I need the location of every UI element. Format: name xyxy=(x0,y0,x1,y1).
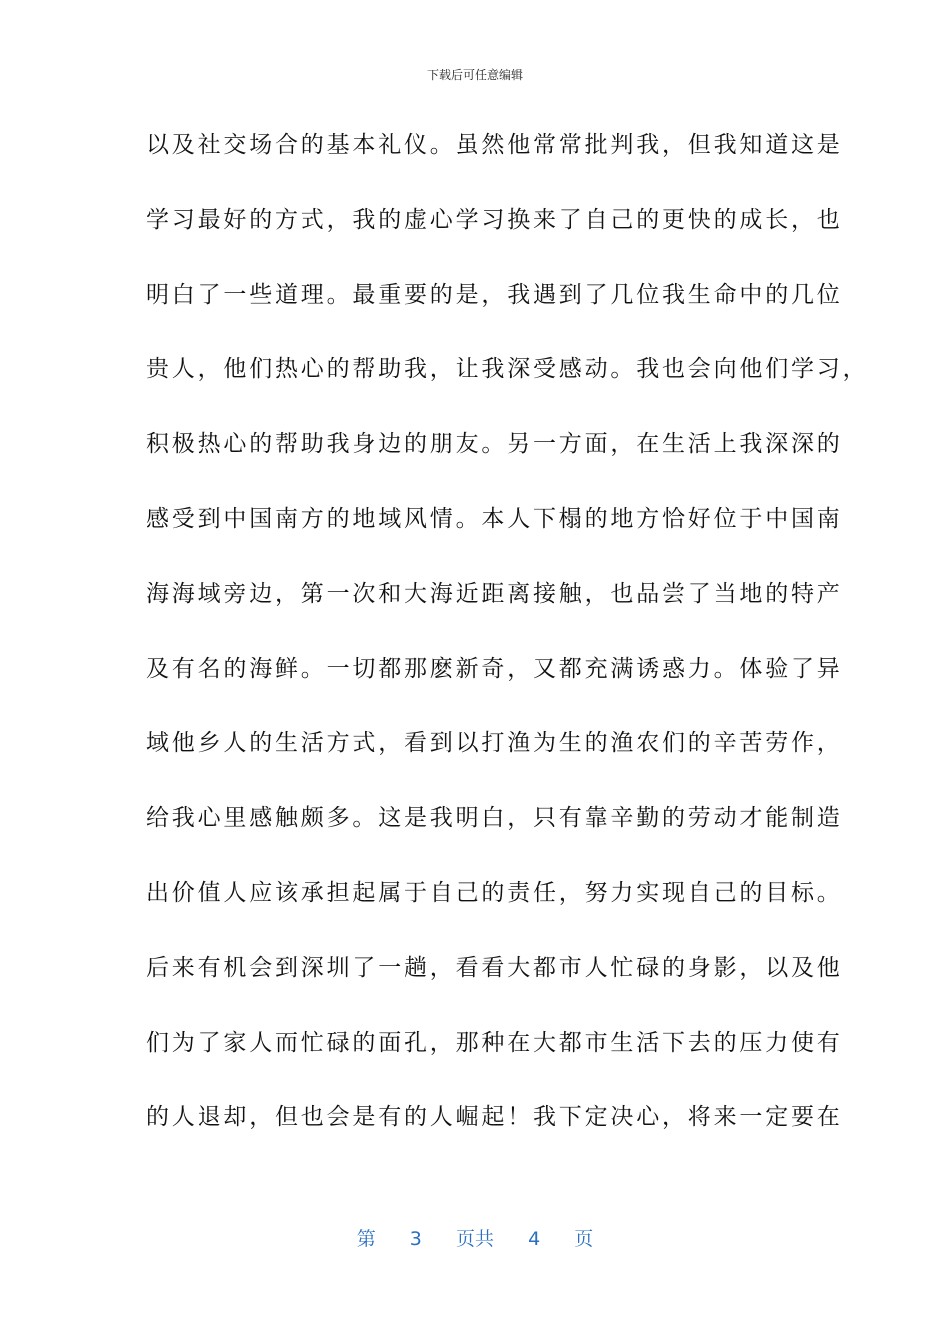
text-line-2: 学习最好的方式，我的虚心学习换来了自己的更快的成长，也 xyxy=(146,206,843,233)
text-line-8: 及有名的海鲜。一切都那麽新奇，又都充满诱惑力。体验了异 xyxy=(146,655,843,682)
page-footer xyxy=(0,1224,950,1251)
text-line-6: 感受到中国南方的地域风情。本人下榻的地方恰好位于中国南 xyxy=(146,505,843,532)
footer-suffix: 页 xyxy=(574,1228,594,1250)
header-note: 下载后可任意编辑 xyxy=(426,68,523,82)
document-body xyxy=(146,122,869,1169)
text-line-14: 的人退却，但也会是有的人崛起！我下定决心，将来一定要在 xyxy=(146,1104,843,1131)
text-line-13: 们为了家人而忙碌的面孔，那种在大都市生活下去的压力使有 xyxy=(146,1029,843,1056)
text-line-9: 域他乡人的生活方式，看到以打渔为生的渔农们的辛苦劳作， xyxy=(146,730,843,757)
text-line-5: 积极热心的帮助我身边的朋友。另一方面，在生活上我深深的 xyxy=(146,431,843,458)
text-line-11: 出价值人应该承担起属于自己的责任，努力实现自己的目标。 xyxy=(146,879,843,906)
footer-total-pages: 4 xyxy=(528,1228,541,1250)
footer-current-page: 3 xyxy=(409,1228,422,1250)
text-line-7: 海海域旁边，第一次和大海近距离接触，也品尝了当地的特产 xyxy=(146,580,843,607)
footer-prefix: 第 xyxy=(356,1228,376,1250)
text-line-4: 贵人，他们热心的帮助我，让我深受感动。我也会向他们学习， xyxy=(146,356,869,383)
text-line-1: 以及社交场合的基本礼仪。虽然他常常批判我，但我知道这是 xyxy=(146,132,843,158)
text-line-3: 明白了一些道理。最重要的是，我遇到了几位我生命中的几位 xyxy=(146,281,843,308)
text-line-12: 后来有机会到深圳了一趟，看看大都市人忙碌的身影，以及他 xyxy=(146,954,843,981)
footer-middle: 页共 xyxy=(455,1228,494,1250)
text-line-10: 给我心里感触颇多。这是我明白，只有靠辛勤的劳动才能制造 xyxy=(146,805,843,832)
